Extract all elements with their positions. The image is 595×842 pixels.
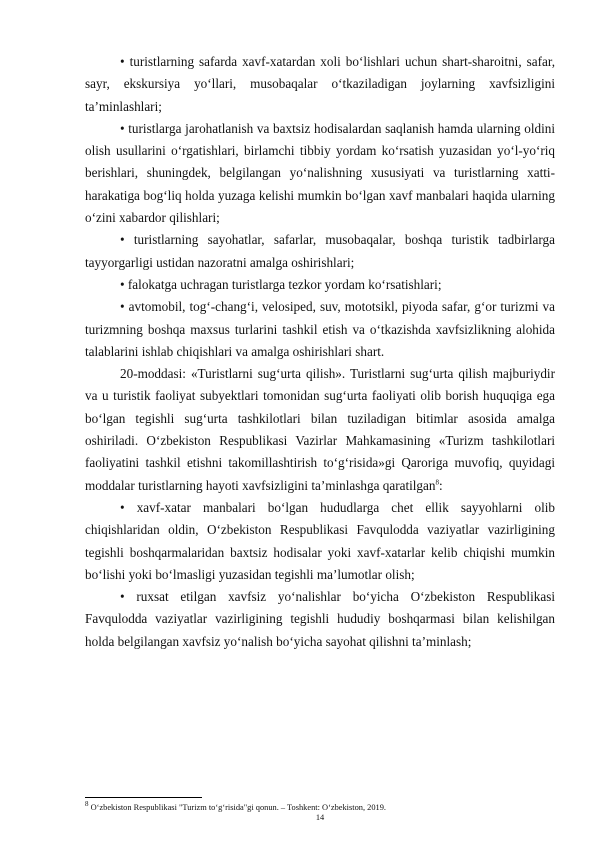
bullet-paragraph: • falokatga uchragan turistlarga tezkor yordam ko‘rsatishlari; bbox=[120, 276, 442, 292]
bullet-paragraph: • xavf-xatar manbalari bo‘lgan hududlarga chet ellik sayyohlarni olib chiqishlaridan oldin, O‘zbekiston Respublikasi Favqulodda vaziyatlar vazirligining tegishli boshqarmalaridan baxtsiz hodisalar yoki xavf-xatarlar kelib chiqishi mumkin bo‘lishi yoki bo‘lmasligi yuzasidan tegishli ma’lumotlar olish; bbox=[85, 499, 555, 582]
footnote-text: O‘zbekiston Respublikasi "Turizm to‘g‘risida"gi qonun. – Toshkent: O‘zbekiston, 2019. bbox=[88, 803, 386, 812]
bullet-paragraph: • turistlarning safarda xavf-xatardan xoli bo‘lishlari uchun shart-sharoitni, safar, sayr, ekskursiya yo‘llari, musobaqalar o‘tkaziladigan joylarning xavfsizligini ta’minlashlari; bbox=[85, 54, 555, 114]
bullet-paragraph: • turistlarga jarohatlanish va baxtsiz hodisalardan saqlanish hamda ularning oldini olish usullarini o‘rgatishlari, birlamchi tibbiy yordam ko‘rsatish yuzasidan yo‘l-yo‘riq berishlari, shuningdek, belgilangan yo‘nalishning xususiyati va turistlarning xatti-harakatiga bog‘liq holda yuzaga kelishi mumkin bo‘lgan xavf manbalari haqida ularning o‘zini xabardor qilishlari; bbox=[85, 120, 555, 226]
article-paragraph bbox=[85, 363, 555, 497]
footnote-divider bbox=[85, 797, 202, 798]
bullet-paragraph: • ruxsat etilgan xavfsiz yo‘nalishlar bo‘yicha O‘zbekiston Respublikasi Favqulodda vaziyatlar vazirligining tegishli hududiy boshqarmasi bilan kelishilgan holda belgilangan xavfsiz yo‘nalish bo‘yicha sayohat qilishni ta’minlash; bbox=[85, 589, 555, 649]
bullet-paragraph: • avtomobil, tog‘-chang‘i, velosiped, suv, mototsikl, piyoda safar, g‘or turizmi va turizmning boshqa maxsus turlarini tashkil etish va o‘tkazishda xavfsizlikning alohida talablarini ishlab chiqishlari va amalga oshirishlari shart. bbox=[85, 299, 555, 359]
footnote-number: 8 bbox=[85, 800, 89, 809]
bullet-paragraph: • turistlarning sayohatlar, safarlar, musobaqalar, boshqa turistik tadbirlarga tayyorgarligi ustidan nazoratni amalga oshirishlari; bbox=[85, 232, 555, 270]
page-number: 14 bbox=[315, 813, 325, 822]
document-body bbox=[85, 51, 555, 653]
article-text: 20-moddasi: «Turistlarni sug‘urta qilish». Turistlarni sug‘urta qilish majburiydir va u turistik faoliyat subyektlari tomonidan sug‘urta faoliyati olib borish huquqiga ega bo‘lgan tegishli sug‘urta tashkilotlari bilan tuziladigan bitimlar asosida amalga oshiriladi. O‘zbekiston Respublikasi Vazirlar Mahkamasining «Turizm tashkilotlari faoliyatini tashkil etishni takomillashtirish to‘g‘risida»gi Qaroriga muvofiq, quyidagi moddalar turistlarning hayoti xavfsizligini ta’minlashga qaratilgan bbox=[85, 366, 555, 493]
footnote-reference[interactable]: 8 bbox=[435, 478, 439, 487]
article-suffix: : bbox=[438, 477, 443, 493]
